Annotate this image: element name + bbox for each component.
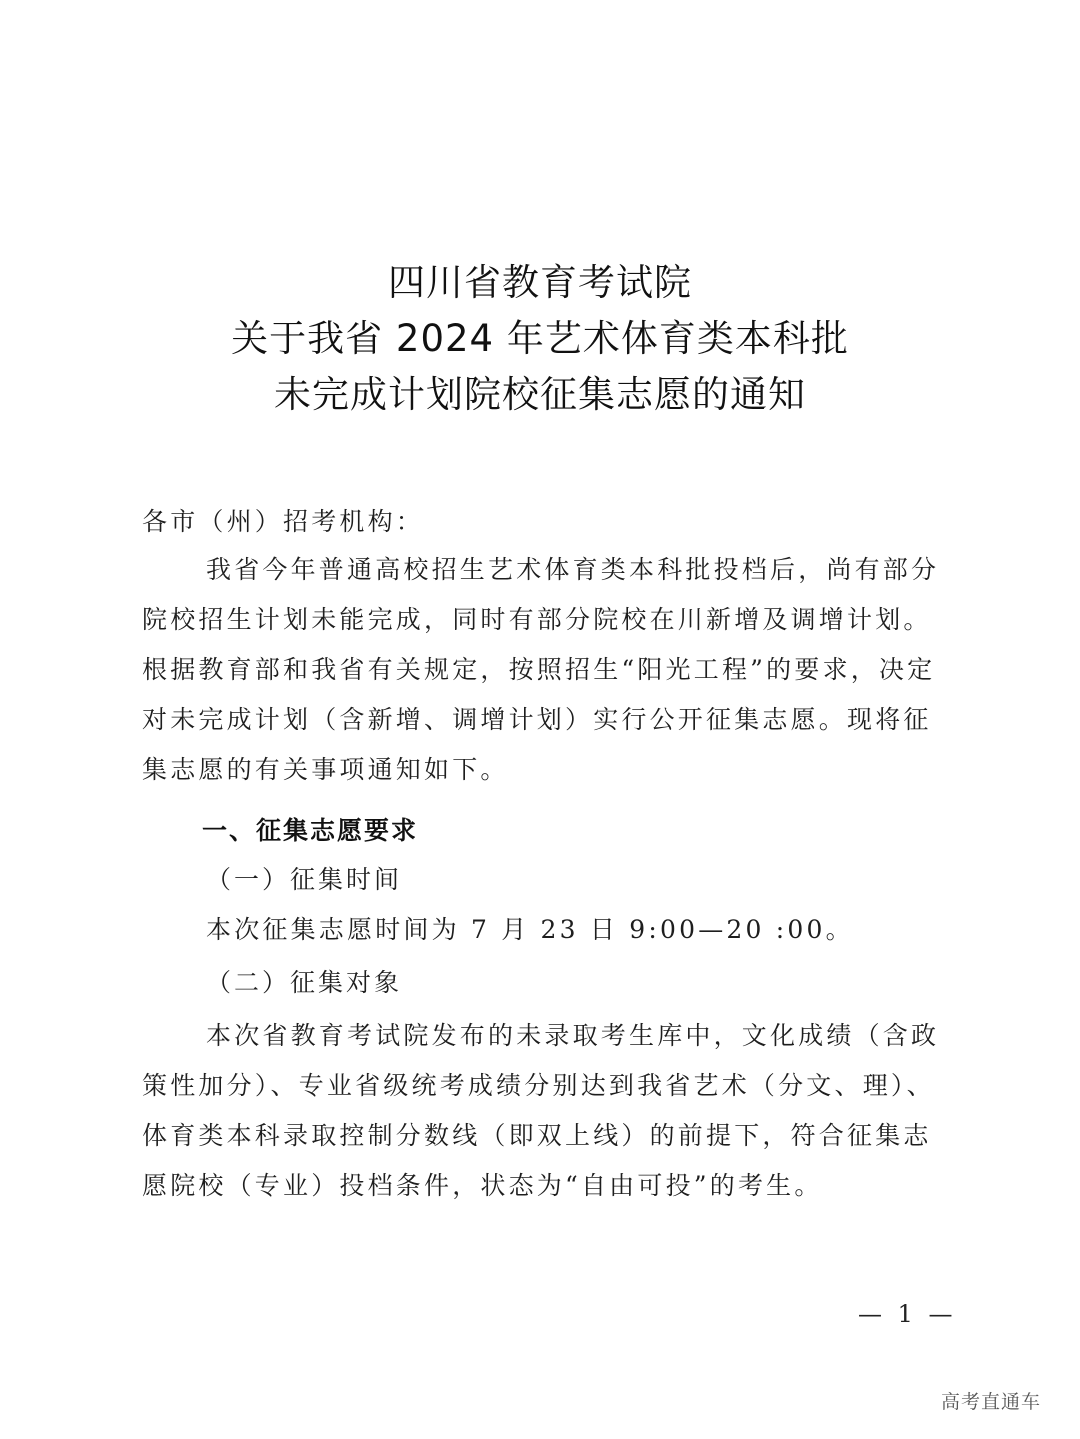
section-1-heading: 一、征集志愿要求 <box>202 816 419 845</box>
document-title <box>0 255 1080 423</box>
subsection-2-heading: （二）征集对象 <box>206 968 403 997</box>
intro-paragraph: 我省今年普通高校招生艺术体育类本科批投档后，尚有部分院校招生计划未能完成，同时有部分院校在川新增及调增计划。根据教育部和我省有关规定，按照招生“阳光工程”的要求，决定对未完成计划（含新增、调增计划）实行公开征集志愿。现将征集志愿的有关事项通知如下。 <box>142 555 940 784</box>
watermark: 高考直通车 <box>941 1391 1042 1413</box>
collection-target-text: 本次省教育考试院发布的未录取考生库中，文化成绩（含政策性加分）、专业省级统考成绩分别达到我省艺术（分文、理）、体育类本科录取控制分数线（即双上线）的前提下，符合征集志愿院校（专业）投档条件，状态为“自由可投”的考生。 <box>142 1021 940 1200</box>
salutation: 各市（州）招考机构： <box>142 507 425 536</box>
title-line-issuer: 四川省教育考试院 <box>388 261 692 304</box>
title-line-subject: 关于我省 2024 年艺术体育类本科批 <box>231 317 849 360</box>
subsection-1-heading: （一）征集时间 <box>206 865 403 894</box>
title-line-notice: 未完成计划院校征集志愿的通知 <box>274 373 806 416</box>
page-number: — 1 — <box>858 1300 957 1328</box>
collection-time-text: 本次征集志愿时间为 7 月 23 日 9:00—20 :00。 <box>206 915 854 944</box>
section-heading <box>142 806 942 856</box>
